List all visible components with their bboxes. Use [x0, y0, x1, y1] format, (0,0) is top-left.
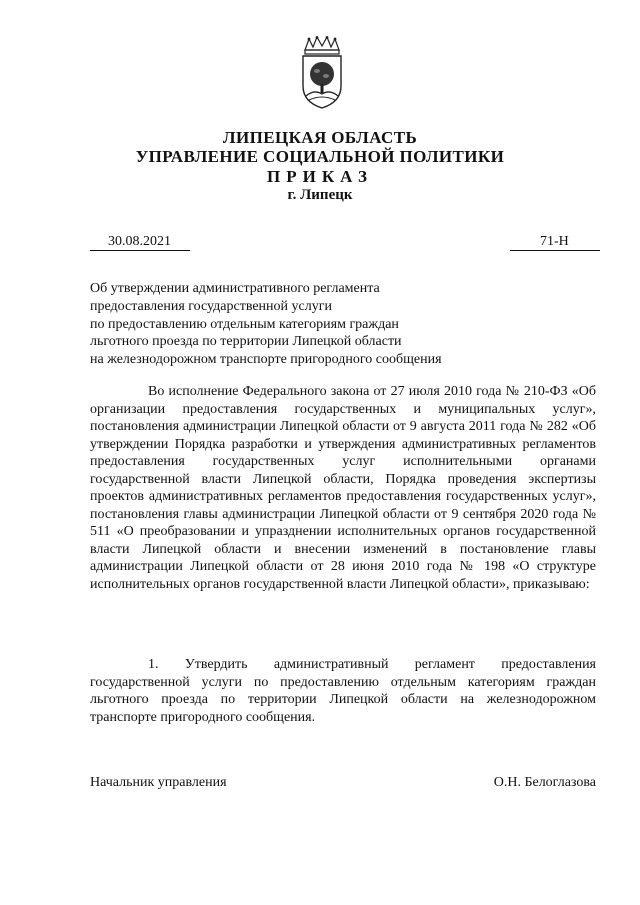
subject-line: предоставления государственной услуги	[90, 298, 332, 314]
subject-line: по предоставлению отдельным категориям граждан	[90, 316, 399, 332]
subject-line: льготного проезда по территории Липецкой области	[90, 334, 402, 350]
department-title: УПРАВЛЕНИЕ СОЦИАЛЬНОЙ ПОЛИТИКИ	[135, 147, 505, 166]
coat-of-arms-icon	[297, 36, 347, 110]
signatory-name: О.Н. Белоглазова	[493, 775, 596, 790]
city: г. Липецк	[287, 187, 353, 203]
order-subject	[90, 280, 510, 369]
preamble-paragraph: Во исполнение Федерального закона от 27 июля 2010 года № 210-ФЗ «Об организации предоставления государственных и муниципальных услуг», постановления администрации Липецкой области от 9 августа 2011 года № 282 «Об утверждении Порядка разработки и утверждения административных регламентов предоставления государственных услуг исполнительными органами государственной власти Липецкой области, Порядка проведения экспертизы проектов административных регламентов предоставления государственных услуг», постановления главы администрации Липецкой области от 9 сентября 2020 года № 511 «О преобразовании и упразднении исполнительных органов государственной власти Липецкой области и внесении изменений в постановление главы администрации Липецкой области от 28 июня 2010 года № 198 «О структуре исполнительных органов государственной власти Липецкой области», приказываю:	[90, 384, 596, 592]
subject-line: на железнодорожном транспорте пригородного сообщения	[90, 352, 442, 368]
document-type: ПРИКАЗ	[267, 167, 373, 186]
region-title: ЛИПЕЦКАЯ ОБЛАСТЬ	[222, 128, 418, 147]
subject-line: Об утверждении административного регламента	[90, 281, 380, 296]
order-date: 30.08.2021	[90, 234, 190, 251]
order-number: 71-Н	[510, 234, 600, 251]
signatory-role: Начальник управления	[90, 775, 227, 790]
order-item-1: 1. Утвердить административный регламент предоставления государственной услуги по предоставлению отдельным категориям граждан льготного проезда по территории Липецкой области на железнодорожном транспорте пригородного сообщения.	[90, 657, 596, 725]
